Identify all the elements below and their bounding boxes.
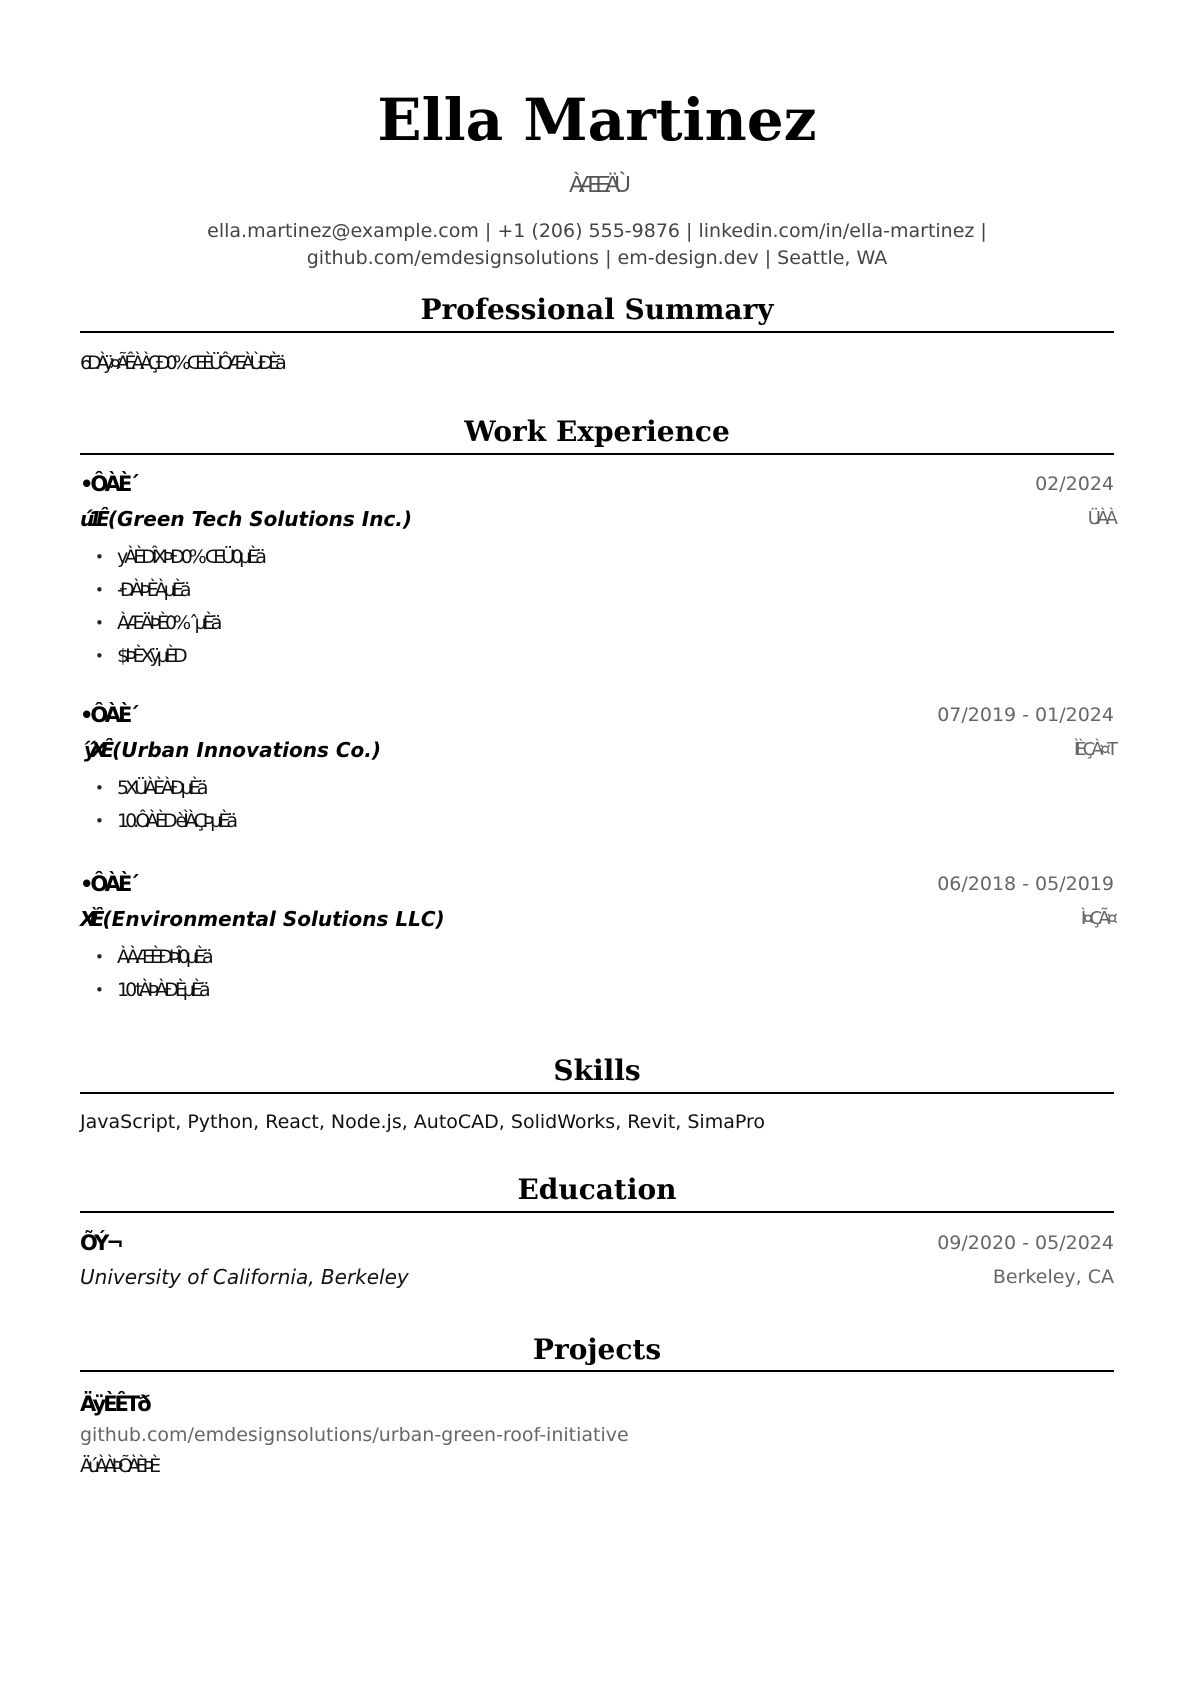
section-divider — [80, 1092, 1114, 1094]
company-name: (Environmental Solutions LLC) — [102, 907, 445, 931]
company-name: (Urban Innovations Co.) — [112, 738, 381, 762]
section-divider — [80, 331, 1114, 333]
job-company-row — [80, 505, 1114, 535]
job-bullets — [80, 541, 1114, 673]
job-title: •ÔÀÈ´ — [80, 472, 137, 496]
company-name: (Green Tech Solutions Inc.) — [107, 507, 413, 531]
section-divider — [80, 1370, 1114, 1372]
education-header — [80, 1229, 1114, 1259]
job-company — [80, 905, 445, 933]
company-prefix: ú1Ê — [80, 507, 104, 531]
job-bullets — [80, 941, 1114, 1007]
education-date: 09/2020 - 05/2024 — [937, 1232, 1114, 1254]
job-location: Ì¤ÇÃ¤ — [1080, 908, 1114, 929]
candidate-name: Ella Martinez — [377, 86, 817, 154]
section-title-experience: Work Experience — [464, 415, 730, 448]
list-item: • -ÐÀÞÈÀµÈä — [80, 574, 1114, 607]
list-item: • yÀÈDÎXÞÐ0% ŒÜ0µÈä — [80, 541, 1114, 574]
job-date: 07/2019 - 01/2024 — [937, 704, 1114, 726]
school-location: Berkeley, CA — [992, 1266, 1114, 1288]
school-name: University of California, Berkeley — [80, 1265, 409, 1289]
list-item: • ÀÆÄÞÈ0% ˆµÈä — [80, 607, 1114, 640]
project-link[interactable]: github.com/emdesignsolutions/urban-green-roof-initiative — [80, 1424, 629, 1446]
job-header — [80, 470, 1114, 500]
job-header — [80, 701, 1114, 731]
list-item: • $ÞÈXÿµÈD — [80, 640, 1114, 673]
job-date: 02/2024 — [1035, 473, 1114, 495]
candidate-tagline: ÀÆEÄÙ — [569, 171, 625, 197]
section-title-projects: Projects — [532, 1333, 662, 1366]
job-company — [80, 505, 412, 533]
summary-text: 6DÀÿ¤ÃÊÀÀÇÐ0% ŒÈÜÔÆÀÙÐÈä — [80, 352, 282, 374]
skills-text: JavaScript, Python, React, Node.js, AutoCAD, SolidWorks, Revit, SimaPro — [80, 1111, 766, 1133]
section-divider — [80, 453, 1114, 455]
job-company — [80, 736, 381, 764]
education-school-row — [80, 1263, 1114, 1293]
section-title-skills: Skills — [553, 1054, 641, 1087]
company-prefix: ´ýXÊ — [80, 738, 109, 762]
list-item: • ÀÀÆÈÐÞÎ0µÈä — [80, 941, 1114, 974]
contact-line-2: github.com/emdesignsolutions | em-design.dev | Seattle, WA — [306, 247, 888, 269]
project-description: ÄúÀÀÞÕÀÈÞÈ — [80, 1455, 157, 1477]
list-item: • 10 tÀÞÀÐÈµÈä — [80, 974, 1114, 1007]
company-prefix: XÌÊ — [80, 907, 99, 931]
degree-title: ÕÝ¬ — [80, 1231, 121, 1255]
project-name: ÄÿÈÊTð — [80, 1392, 149, 1416]
list-item: • 10.ÔÀÈD èÌÀÇÞµÈä — [80, 805, 1114, 838]
job-bullets — [80, 772, 1114, 838]
section-divider — [80, 1211, 1114, 1213]
job-company-row — [80, 905, 1114, 935]
job-company-row — [80, 736, 1114, 766]
project-header — [80, 1390, 1114, 1420]
section-title-education: Education — [517, 1173, 677, 1206]
contact-line-1: ella.martinez@example.com | +1 (206) 555-9876 | linkedin.com/in/ella-martinez | — [207, 220, 987, 242]
job-location: ÜÀÀ — [1087, 508, 1114, 529]
job-date: 06/2018 - 05/2019 — [937, 873, 1114, 895]
job-title: •ÔÀÈ´ — [80, 703, 137, 727]
list-item: • 5XÜÀÈÀÐµÈä — [80, 772, 1114, 805]
job-header — [80, 870, 1114, 900]
job-location: ÌÈÇÀ¤T — [1073, 739, 1114, 760]
job-title: •ÔÀÈ´ — [80, 872, 137, 896]
contact-info — [80, 218, 1114, 272]
section-title-summary: Professional Summary — [420, 293, 774, 326]
